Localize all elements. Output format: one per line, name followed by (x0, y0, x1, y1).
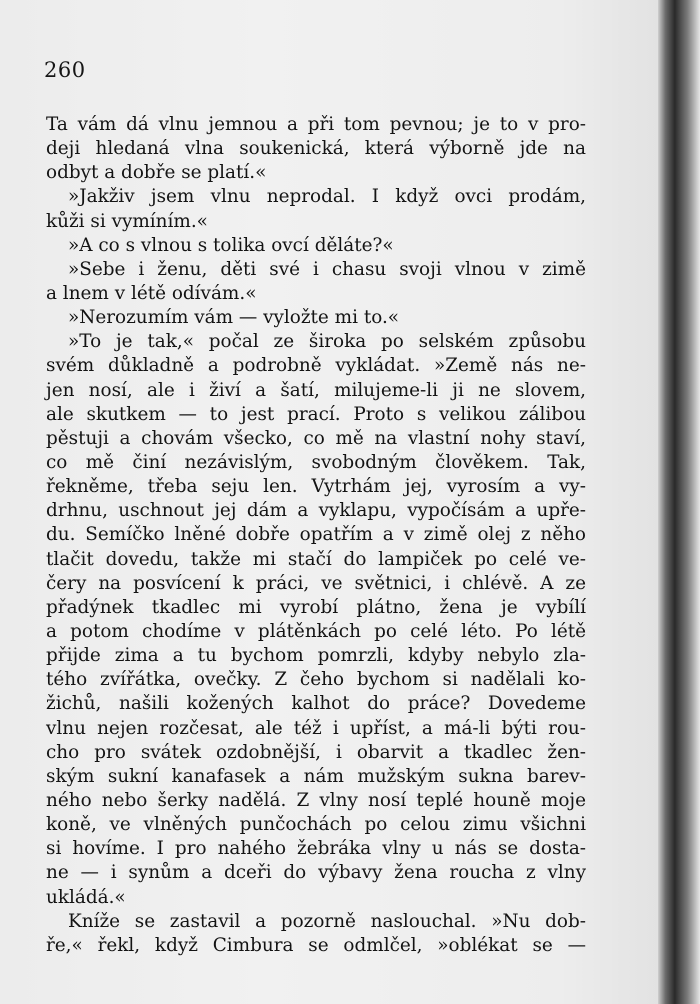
text-line: Kníže se zastavil a pozorně naslouchal. »Nu dob- (68, 910, 586, 932)
book-gutter-shadow (658, 0, 700, 1004)
text-line: »Nerozumím vám — vyložte mi to.« (68, 307, 400, 329)
text-line: ne — i synům a dceři do výbavy žena roucha z vlny (46, 862, 586, 884)
text-line: »Jakživ jsem vlnu neprodal. I když ovci prodám, (68, 186, 586, 208)
text-line: a potom chodíme v plátěnkách po celé léto. Po létě (46, 620, 586, 642)
text-line: tého zvířátka, ovečky. Z čeho bychom si nadělali ko- (46, 669, 586, 691)
text-line: žichů, našili kožených kalhot do práce? Dovedeme (46, 693, 586, 715)
text-line: pěstuji a chovám všecko, co mě na vlastní nohy staví, (46, 427, 586, 449)
text-line: kůži si vymíním.« (46, 210, 208, 232)
text-line: drhnu, uschnout jej dám a vyklapu, vypočísám a upře- (46, 500, 586, 522)
text-line: tlačit dovedu, takže mi stačí do lampiček po celé ve- (46, 548, 586, 570)
text-line: přijde zima a tu bychom pomrzli, kdyby nebylo zla- (46, 645, 586, 667)
text-line: »To je tak,« počal ze široka po selském způsobu (68, 331, 586, 353)
text-line: ale skutkem — to jest prací. Proto s velikou zálibou (46, 403, 586, 425)
text-line: ného nebo šerky nadělá. Z vlny nosí teplé houně moje (46, 789, 586, 811)
text-line: si hovíme. I pro nahého žebráka vlny u nás se dosta- (46, 838, 586, 860)
text-line: deji hledaná vlna soukenická, která výborně jde na (46, 138, 586, 160)
text-line: odbyt a dobře se platí.« (46, 162, 267, 184)
body-text (46, 113, 586, 958)
text-line: co mě činí nezávislým, svobodným člověkem. Tak, (46, 451, 586, 473)
text-line: jen nosí, ale i živí a šatí, milujeme-li ji ne slovem, (46, 379, 586, 401)
text-line: »Sebe i ženu, děti své i chasu svoji vlnou v zimě (68, 258, 586, 280)
text-line: vlnu nejen rozčesat, ale též i upříst, a má-li býti rou- (46, 717, 586, 739)
text-line: du. Semíčko lněné dobře opatřím a v zimě olej z něho (46, 524, 586, 546)
page-number: 260 (44, 58, 86, 82)
text-line: koně, ve vlněných punčochách po celou zimu všichni (46, 814, 586, 836)
text-line: čery na posvícení k práci, ve světnici, i chlévě. A ze (46, 572, 586, 594)
text-line: a lnem v létě odívám.« (46, 282, 257, 304)
text-line: řekněme, třeba seju len. Vytrhám jej, vyrosím a vy- (46, 476, 586, 498)
text-line: přadýnek tkadlec mi vyrobí plátno, žena je vybílí (46, 596, 586, 618)
text-line: ským sukní kanafasek a nám mužským sukna barev- (46, 765, 586, 787)
text-line: »A co s vlnou s tolika ovcí děláte?« (68, 234, 394, 256)
text-line: Ta vám dá vlnu jemnou a při tom pevnou; je to v pro- (46, 114, 586, 135)
text-line: ře,« řekl, když Cimbura se odmlčel, »oblékat se — (46, 934, 586, 956)
text-line: ukládá.« (46, 886, 126, 908)
text-line: svém důkladně a podrobně vykládat. »Země nás ne- (46, 355, 586, 377)
text-line: cho pro svátek ozdobnější, i obarvit a tkadlec žen- (46, 741, 586, 763)
